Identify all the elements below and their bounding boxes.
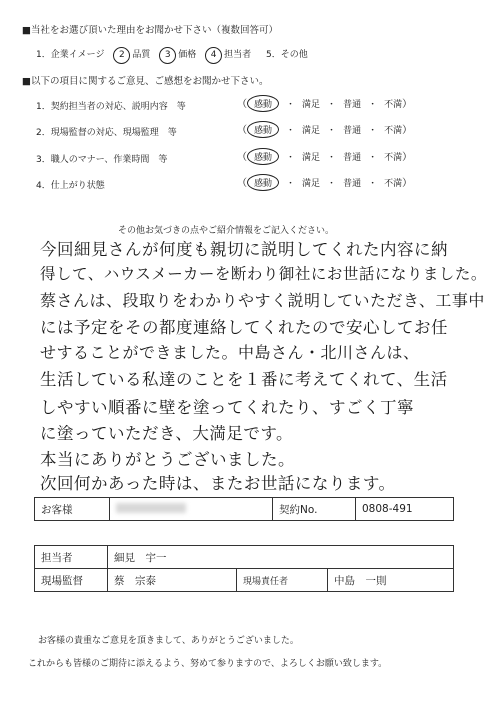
- item-3-label: 3．職人のマナー、作業時間 等: [36, 155, 168, 165]
- supervisor-label: 現場監督: [35, 569, 108, 592]
- customer-label: お客様: [35, 498, 110, 521]
- comment-line: に塗っていただき、大満足です。: [40, 424, 294, 443]
- comment-line: 次回何かあった時は、またお世話になります。: [40, 474, 396, 493]
- item-2-label: 2．現場監督の対応、現場監理 等: [36, 128, 177, 138]
- rating-option: 不満: [384, 126, 403, 136]
- customer-name-redacted: [110, 498, 273, 521]
- rating-option: 普通: [343, 179, 362, 189]
- option-1-num: 1．: [36, 50, 51, 60]
- comment-line: 本当にありがとうございました。: [40, 450, 295, 469]
- rating-option: 不満: [384, 153, 403, 163]
- item-1-rating: （ 感動 ・ 満足 ・ 普通 ・ 不満）: [237, 95, 412, 112]
- rating-option: 普通: [343, 153, 362, 163]
- rep-label: 担当者: [35, 546, 108, 569]
- option-1-label: 企業イメージ: [50, 50, 105, 60]
- option-3-label: 価格: [178, 50, 197, 60]
- item-4-label: 4．仕上がり状態: [36, 181, 105, 191]
- manager-name: 中島 一則: [328, 569, 454, 592]
- comment-line: 蔡さんは、段取りをわかりやすく説明していただき、工事中: [40, 291, 485, 310]
- option-5-num: 5．: [266, 50, 281, 60]
- rating-option: 満足: [302, 126, 321, 136]
- option-5-label: その他: [280, 50, 308, 60]
- rating-selected: 感動: [247, 148, 279, 165]
- comment-line: せすることができました。中島さん・北川さんは、: [40, 343, 420, 362]
- rating-option: 満足: [302, 100, 321, 110]
- option-2-num: 2: [113, 47, 130, 64]
- item-4-rating: （ 感動 ・ 満足 ・ 普通 ・ 不満）: [237, 174, 412, 191]
- rep-name: 細見 宇一: [108, 546, 454, 569]
- comment-line: 生活している私達のことを１番に考えてくれて、生活: [40, 370, 448, 389]
- contract-number: 0808-491: [356, 498, 454, 521]
- option-3-num: 3: [159, 47, 176, 64]
- option-2-label: 品質: [132, 50, 151, 60]
- comments-prompt: その他お気づきの点やご紹介情報をご記入ください。: [118, 226, 335, 236]
- comment-line: 今回細見さんが何度も親切に説明してくれた内容に納: [40, 240, 448, 259]
- comment-line: には予定をその都度連絡してくれたので安心してお任: [40, 318, 448, 337]
- option-4-num: 4: [205, 47, 222, 64]
- item-1-label: 1．契約担当者の対応、説明内容 等: [36, 102, 186, 112]
- rating-selected: 感動: [247, 95, 279, 112]
- rating-selected: 感動: [247, 174, 279, 191]
- rating-option: 不満: [384, 179, 403, 189]
- supervisor-name: 蔡 宗泰: [108, 569, 237, 592]
- rating-option: 満足: [302, 179, 321, 189]
- rating-selected: 感動: [247, 121, 279, 138]
- rating-option: 満足: [302, 153, 321, 163]
- section2-heading: ■以下の項目に関するご意見、ご感想をお聞かせ下さい。: [22, 76, 269, 87]
- footer-thanks: お客様の貴重なご意見を頂きまして、ありがとうございました。: [38, 636, 299, 646]
- section1-heading: ■当社をお選び頂いた理由をお聞かせ下さい（複数回答可）: [22, 25, 278, 36]
- option-4-label: 担当者: [224, 50, 252, 60]
- rating-option: 普通: [343, 100, 362, 110]
- rating-option: 不満: [384, 100, 403, 110]
- item-2-rating: （ 感動 ・ 満足 ・ 普通 ・ 不満）: [237, 121, 412, 138]
- comment-line: しやすい順番に壁を塗ってくれたり、すごく丁寧: [40, 398, 414, 417]
- manager-label: 現場責任者: [237, 569, 328, 592]
- staff-table: [34, 545, 454, 592]
- customer-table: [34, 497, 454, 521]
- comment-line: 得して、ハウスメーカーを断わり御社にお世話になりました。: [40, 265, 487, 283]
- contract-label: 契約No.: [273, 498, 356, 521]
- footer-closing: これからも皆様のご期待に添えるよう、努めて参りますので、よろしくお願い致します。: [28, 659, 388, 669]
- item-3-rating: （ 感動 ・ 満足 ・ 普通 ・ 不満）: [237, 148, 412, 165]
- rating-option: 普通: [343, 126, 362, 136]
- reason-options: [36, 47, 308, 64]
